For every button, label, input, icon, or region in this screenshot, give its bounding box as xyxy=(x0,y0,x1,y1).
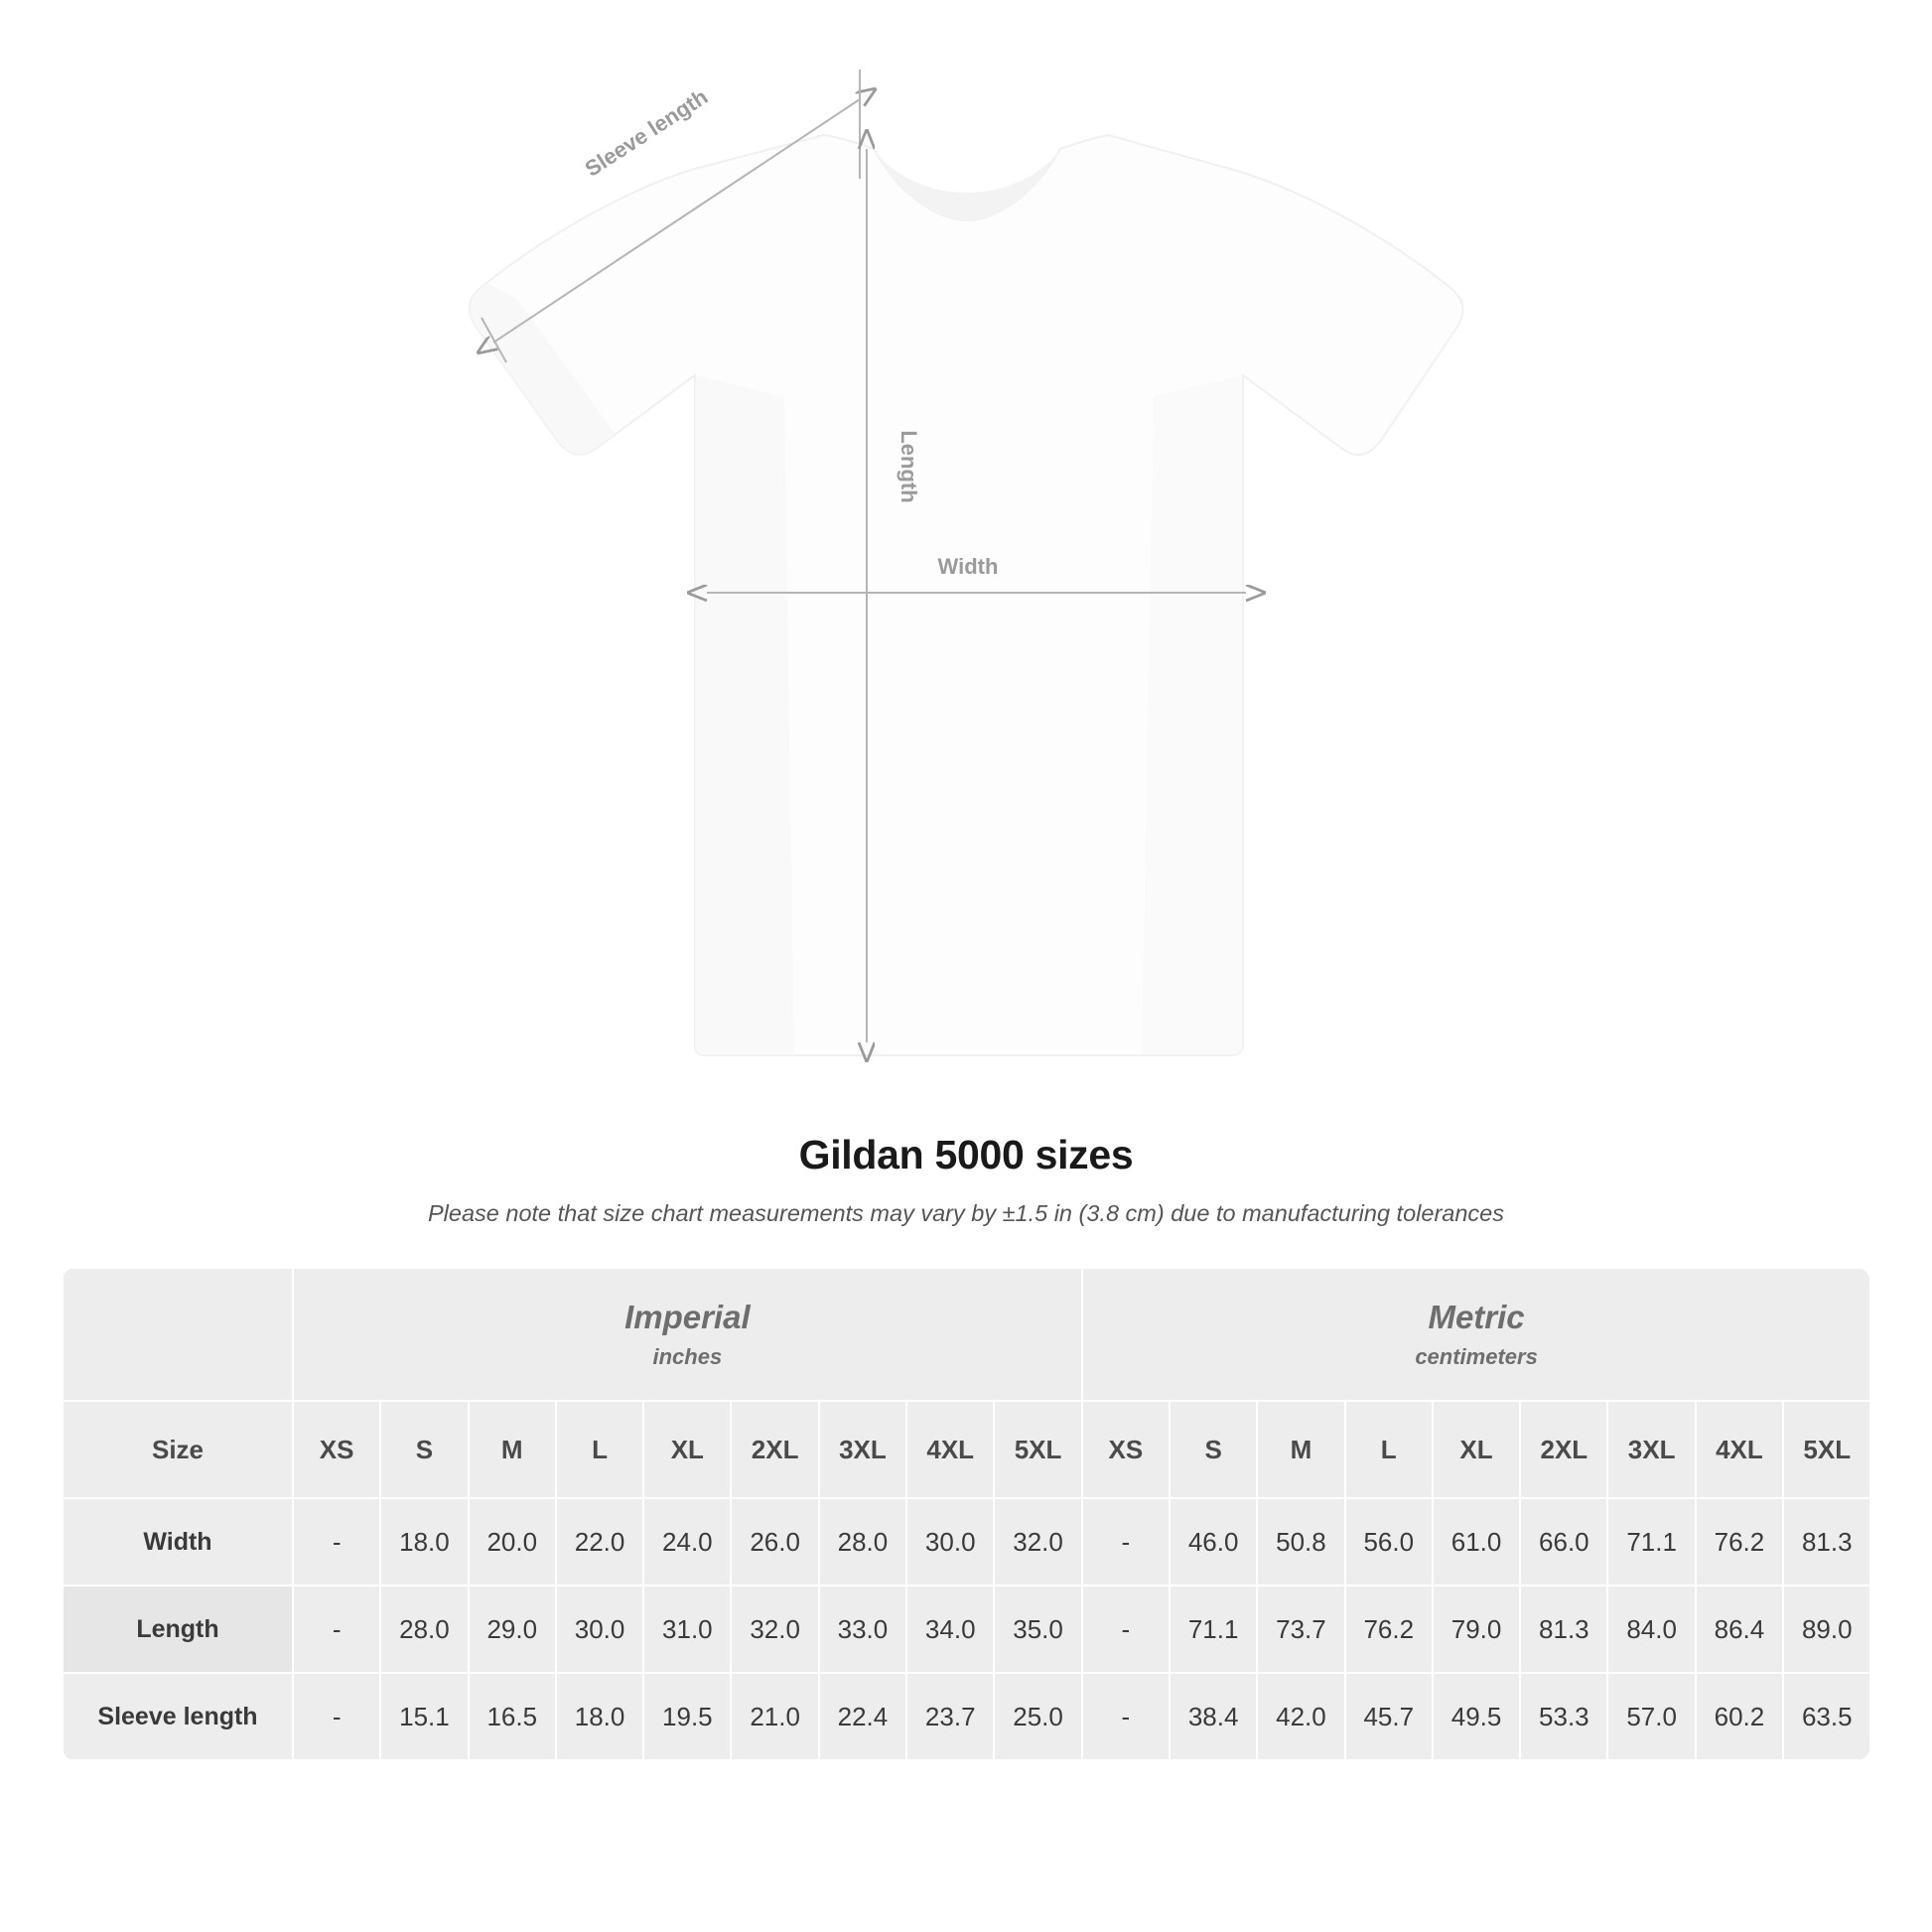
size-col-xl-metric: XL xyxy=(1433,1401,1520,1498)
size-col-xs-imperial: XS xyxy=(293,1401,380,1498)
sleeve-length-label: Sleeve length xyxy=(580,83,713,182)
cell-width-3xl-in: 28.0 xyxy=(819,1498,906,1586)
cell-sleeve-m-in: 16.5 xyxy=(469,1673,556,1760)
cell-length-xs-in: - xyxy=(293,1586,380,1673)
size-col-2xl-metric: 2XL xyxy=(1520,1401,1607,1498)
cell-width-l-cm: 56.0 xyxy=(1345,1498,1433,1586)
cell-length-4xl-cm: 86.4 xyxy=(1696,1586,1783,1673)
unit-header-blank xyxy=(63,1268,293,1401)
cell-width-xs-cm: - xyxy=(1082,1498,1170,1586)
cell-length-2xl-in: 32.0 xyxy=(731,1586,818,1673)
size-col-5xl-metric: 5XL xyxy=(1783,1401,1870,1498)
row-label-width: Width xyxy=(63,1498,293,1586)
cell-length-5xl-cm: 89.0 xyxy=(1783,1586,1870,1673)
cell-sleeve-xs-in: - xyxy=(293,1673,380,1760)
unit-header-row xyxy=(63,1268,1870,1401)
size-col-3xl-metric: 3XL xyxy=(1607,1401,1695,1498)
size-col-3xl-imperial: 3XL xyxy=(819,1401,906,1498)
size-col-5xl-imperial: 5XL xyxy=(994,1401,1081,1498)
metric-header xyxy=(1082,1268,1870,1401)
cell-length-xl-cm: 79.0 xyxy=(1433,1586,1520,1673)
cell-sleeve-5xl-in: 25.0 xyxy=(994,1673,1081,1760)
cell-width-5xl-in: 32.0 xyxy=(994,1498,1081,1586)
cell-length-xl-in: 31.0 xyxy=(643,1586,731,1673)
cell-width-xl-in: 24.0 xyxy=(643,1498,731,1586)
length-label: Length xyxy=(897,430,921,503)
table-row xyxy=(63,1586,1870,1673)
cell-sleeve-l-cm: 45.7 xyxy=(1345,1673,1433,1760)
cell-length-l-in: 30.0 xyxy=(556,1586,643,1673)
table-row xyxy=(63,1498,1870,1586)
cell-length-l-cm: 76.2 xyxy=(1345,1586,1433,1673)
cell-width-s-in: 18.0 xyxy=(380,1498,468,1586)
cell-width-5xl-cm: 81.3 xyxy=(1783,1498,1870,1586)
size-table-wrapper xyxy=(62,1267,1870,1761)
cell-width-xs-in: - xyxy=(293,1498,380,1586)
cell-length-3xl-in: 33.0 xyxy=(819,1586,906,1673)
size-col-xs-metric: XS xyxy=(1082,1401,1170,1498)
tolerance-note: Please note that size chart measurements may vary by ±1.5 in (3.8 cm) due to manufacturing tolerances xyxy=(428,1200,1504,1226)
title-block xyxy=(0,1132,1932,1227)
cell-sleeve-l-in: 18.0 xyxy=(556,1673,643,1760)
size-col-l-metric: L xyxy=(1345,1401,1433,1498)
cell-length-5xl-in: 35.0 xyxy=(994,1586,1081,1673)
cell-width-m-cm: 50.8 xyxy=(1257,1498,1344,1586)
cell-sleeve-2xl-cm: 53.3 xyxy=(1520,1673,1607,1760)
cell-sleeve-3xl-in: 22.4 xyxy=(819,1673,906,1760)
row-label-sleeve-length: Sleeve length xyxy=(63,1673,293,1760)
cell-width-l-in: 22.0 xyxy=(556,1498,643,1586)
cell-sleeve-4xl-in: 23.7 xyxy=(906,1673,994,1760)
cell-sleeve-xs-cm: - xyxy=(1082,1673,1170,1760)
table-row xyxy=(63,1673,1870,1760)
size-col-l-imperial: L xyxy=(556,1401,643,1498)
imperial-subtitle: inches xyxy=(652,1344,723,1369)
imperial-header xyxy=(293,1268,1082,1401)
cell-sleeve-s-cm: 38.4 xyxy=(1170,1673,1257,1760)
cell-sleeve-5xl-cm: 63.5 xyxy=(1783,1673,1870,1760)
width-label: Width xyxy=(937,554,999,579)
size-table xyxy=(62,1267,1870,1761)
cell-length-s-in: 28.0 xyxy=(380,1586,468,1673)
tshirt-shape xyxy=(470,135,1463,1055)
cell-length-4xl-in: 34.0 xyxy=(906,1586,994,1673)
size-header-label: Size xyxy=(63,1401,293,1498)
size-col-s-imperial: S xyxy=(380,1401,468,1498)
cell-length-m-cm: 73.7 xyxy=(1257,1586,1344,1673)
cell-sleeve-2xl-in: 21.0 xyxy=(731,1673,818,1760)
cell-width-2xl-cm: 66.0 xyxy=(1520,1498,1607,1586)
size-col-2xl-imperial: 2XL xyxy=(731,1401,818,1498)
size-header-row xyxy=(63,1401,1870,1498)
cell-width-s-cm: 46.0 xyxy=(1170,1498,1257,1586)
cell-length-3xl-cm: 84.0 xyxy=(1607,1586,1695,1673)
cell-width-2xl-in: 26.0 xyxy=(731,1498,818,1586)
cell-length-2xl-cm: 81.3 xyxy=(1520,1586,1607,1673)
cell-sleeve-3xl-cm: 57.0 xyxy=(1607,1673,1695,1760)
cell-width-xl-cm: 61.0 xyxy=(1433,1498,1520,1586)
size-col-4xl-metric: 4XL xyxy=(1696,1401,1783,1498)
cell-width-4xl-cm: 76.2 xyxy=(1696,1498,1783,1586)
metric-title: Metric xyxy=(1428,1299,1525,1335)
cell-sleeve-4xl-cm: 60.2 xyxy=(1696,1673,1783,1760)
metric-subtitle: centimeters xyxy=(1415,1344,1538,1369)
imperial-title: Imperial xyxy=(624,1299,751,1335)
cell-width-3xl-cm: 71.1 xyxy=(1607,1498,1695,1586)
size-col-xl-imperial: XL xyxy=(643,1401,731,1498)
page-title: Gildan 5000 sizes xyxy=(798,1132,1134,1177)
cell-length-xs-cm: - xyxy=(1082,1586,1170,1673)
cell-length-m-in: 29.0 xyxy=(469,1586,556,1673)
size-col-s-metric: S xyxy=(1170,1401,1257,1498)
row-label-length: Length xyxy=(63,1586,293,1673)
cell-sleeve-m-cm: 42.0 xyxy=(1257,1673,1344,1760)
size-col-m-metric: M xyxy=(1257,1401,1344,1498)
size-col-m-imperial: M xyxy=(469,1401,556,1498)
cell-length-s-cm: 71.1 xyxy=(1170,1586,1257,1673)
cell-sleeve-s-in: 15.1 xyxy=(380,1673,468,1760)
cell-sleeve-xl-in: 19.5 xyxy=(643,1673,731,1760)
cell-sleeve-xl-cm: 49.5 xyxy=(1433,1673,1520,1760)
cell-width-4xl-in: 30.0 xyxy=(906,1498,994,1586)
cell-width-m-in: 20.0 xyxy=(469,1498,556,1586)
size-col-4xl-imperial: 4XL xyxy=(906,1401,994,1498)
